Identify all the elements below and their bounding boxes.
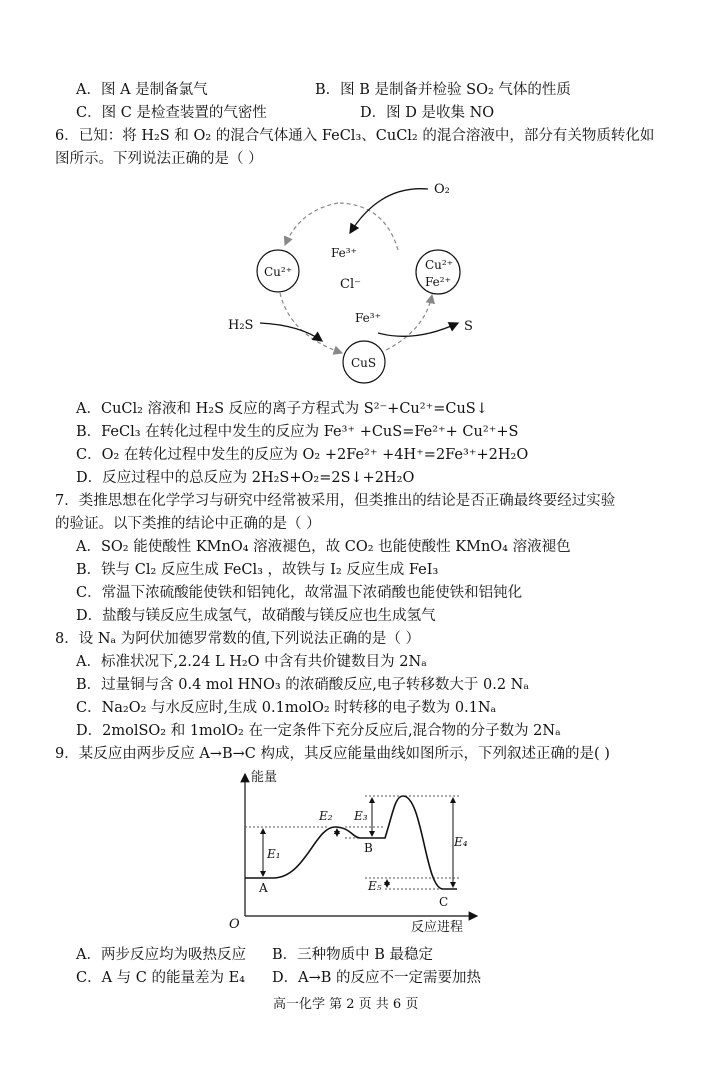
cu2-label: Cu²⁺	[264, 265, 293, 279]
page-footer: 高一化学 第 2 页 共 6 页	[273, 997, 419, 1012]
q8-option-b: B．过量铜与含 0.4 mol HNO₃ 的浓硝酸反应,电子转移数大于 0.2 Nₐ	[76, 677, 529, 693]
q6-option-a: A．CuCl₂ 溶液和 H₂S 反应的离子方程式为 S²⁻+Cu²⁺=CuS↓	[76, 401, 488, 417]
q5-option-d: D．图 D 是收集 NO	[360, 105, 495, 121]
q8-stem: 8．设 Nₐ 为阿伏加德罗常数的值,下列说法正确的是（ ）	[55, 631, 420, 647]
fe3-bottom-label: Fe³⁺	[355, 311, 381, 325]
label-c: C	[439, 895, 449, 909]
label-e3: E₃	[354, 809, 368, 823]
q7-option-c: C．常温下浓硫酸能使铁和铝钝化，故常温下浓硝酸也能使铁和铝钝化	[76, 585, 523, 601]
q5-option-b: B．图 B 是制备并检验 SO₂ 气体的性质	[315, 82, 571, 98]
q6-cycle-diagram	[220, 175, 490, 390]
label-e4: E₄	[454, 835, 468, 849]
origin-label: O	[229, 917, 240, 932]
h2s-label: H₂S	[228, 318, 254, 333]
cycle-arc-bottom-right	[386, 295, 432, 350]
ylabel: 能量	[251, 770, 278, 785]
label-e1: E₁	[267, 847, 281, 861]
q9-stem: 9．某反应由两步反应 A→B→C 构成，其反应能量曲线如图所示，下列叙述正确的是( )	[55, 746, 610, 762]
q8-option-a: A．标准状况下,2.24 L H₂O 中含有共价键数目为 2Nₐ	[76, 654, 427, 670]
o2-arrow	[350, 189, 428, 233]
cycle-arc-top-left	[285, 203, 338, 245]
xlabel: 反应进程	[411, 920, 464, 935]
q5-option-c: C．图 C 是检查装置的气密性	[76, 105, 267, 121]
s-arrow	[378, 323, 458, 336]
cu2-right-label: Cu²⁺	[425, 258, 454, 272]
label-a: A	[259, 881, 268, 895]
q8-option-c: C．Na₂O₂ 与水反应时,生成 0.1molO₂ 时转移的电子数为 0.1Nₐ	[76, 700, 497, 716]
q6-option-b: B．FeCl₃ 在转化过程中发生的反应为 Fe³⁺ +CuS=Fe²⁺+ Cu²⁺+S	[76, 424, 519, 440]
q7-option-a: A．SO₂ 能使酸性 KMnO₄ 溶液褪色，故 CO₂ 也能使酸性 KMnO₄ 溶液褪色	[76, 539, 571, 555]
o2-label: O₂	[434, 182, 450, 197]
q6-stem-line1: 6．已知：将 H₂S 和 O₂ 的混合气体通入 FeCl₃、CuCl₂ 的混合溶液中，部分有关物质转化如	[55, 128, 655, 144]
q7-option-b: B．铁与 Cl₂ 反应生成 FeCl₃ ，故铁与 I₂ 反应生成 FeI₃	[76, 562, 439, 578]
q9-option-c: C．A 与 C 的能量差为 E₄	[76, 970, 245, 986]
q6-stem-line2: 图所示。下列说法正确的是（ ）	[55, 151, 263, 167]
cl-label: Cl⁻	[340, 277, 361, 292]
s-label: S	[464, 319, 473, 334]
q6-option-d: D．反应过程中的总反应为 2H₂S+O₂=2S↓+2H₂O	[76, 470, 415, 486]
cycle-arc-left-bottom	[280, 293, 342, 353]
label-e2: E₂	[319, 809, 333, 823]
q7-stem-line1: 7．类推思想在化学学习与研究中经常被采用，但类推出的结论是否正确最终要经过实验	[55, 493, 616, 509]
fe2-right-label: Fe²⁺	[425, 275, 451, 289]
q6-option-c: C．O₂ 在转化过程中发生的反应为 O₂ +2Fe²⁺ +4H⁺=2Fe³⁺+2H₂O	[76, 447, 529, 463]
q7-stem-line2: 的验证。以下类推的结论中正确的是（ ）	[55, 516, 321, 532]
q5-option-a: A．图 A 是制备氯气	[76, 82, 208, 98]
q9-option-a: A．两步反应均为吸热反应	[76, 947, 246, 963]
q8-option-d: D．2molSO₂ 和 1molO₂ 在一定条件下充分反应后,混合物的分子数为 2Nₐ	[76, 723, 561, 739]
fe3-top-label: Fe³⁺	[331, 246, 357, 260]
q9-option-b: B．三种物质中 B 最稳定	[272, 947, 434, 963]
label-e5: E₅	[368, 879, 382, 893]
q9-option-d: D．A→B 的反应不一定需要加热	[272, 970, 482, 986]
label-b: B	[364, 841, 373, 855]
q7-option-d: D．盐酸与镁反应生成氢气，故硝酸与镁反应也生成氢气	[76, 608, 436, 624]
cus-label: CuS	[351, 356, 377, 370]
q9-energy-diagram	[225, 768, 480, 938]
energy-curve	[245, 796, 457, 889]
